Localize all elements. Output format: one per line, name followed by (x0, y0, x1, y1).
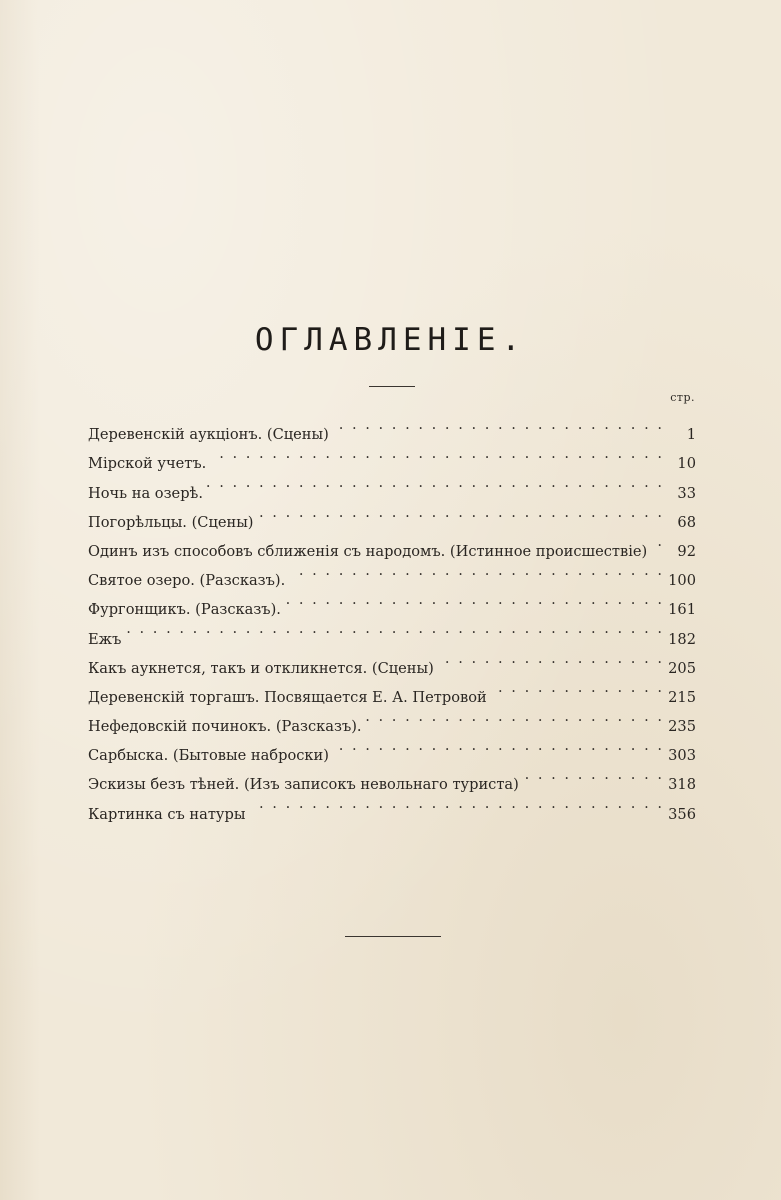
toc-entry-title: Нефедовскій починокъ. (Разсказъ). (88, 718, 362, 736)
dot-leader (289, 556, 664, 585)
toc-entry-page: 161 (668, 601, 696, 619)
toc-entry-title: Одинъ изъ способовъ сближенія съ народомъ. (Истинное происшествіе) (88, 542, 648, 560)
toc-entry-page: 215 (668, 688, 696, 706)
dot-leader (207, 468, 664, 497)
toc-entry-title: Фургонщикъ. (Разсказъ). (88, 601, 281, 619)
toc-entry-page: 33 (677, 484, 696, 502)
toc-entry-page: 303 (668, 747, 696, 765)
toc-entry-page: 182 (668, 630, 696, 648)
dot-leader (333, 410, 664, 439)
dot-leader (210, 439, 664, 468)
toc-entry-page: 356 (668, 805, 696, 823)
dot-leader (249, 789, 664, 818)
toc-entry-page: 10 (677, 455, 696, 473)
dot-leader (366, 702, 664, 731)
page-title: ОГЛАВЛЕНІЕ. (254, 322, 527, 358)
toc-entry-page: 318 (668, 776, 696, 794)
dot-leader (651, 527, 664, 556)
toc-entry-title: Какъ аукнется, такъ и откликнется. (Сцены) (88, 659, 434, 677)
dot-leader (523, 760, 664, 789)
title-divider (369, 386, 415, 387)
closing-divider (345, 936, 441, 937)
toc-entry-page: 205 (668, 659, 696, 677)
toc-entry-title: Мірской учетъ. (88, 455, 207, 473)
toc-entry (88, 644, 696, 677)
toc-entry-page: 1 (686, 426, 696, 444)
toc-entry-title: Деревенскій торгашъ. Посвящается Е. А. Петровой (88, 688, 487, 706)
dot-leader (258, 498, 665, 527)
table-of-contents (88, 410, 696, 823)
dot-leader (333, 731, 664, 760)
toc-entry (88, 614, 696, 648)
toc-entry-title: Святое озеро. (Разсказъ). (88, 572, 286, 590)
dot-leader (125, 614, 664, 643)
toc-entry (88, 410, 696, 444)
toc-entry-page: 100 (668, 572, 696, 590)
page-column-header: стр. (670, 391, 695, 404)
toc-entry-title: Эскизы безъ тѣней. (Изъ записокъ невольнаго туриста) (88, 776, 519, 794)
dot-leader (285, 585, 664, 614)
toc-entry-title: Ночь на озерѣ. (88, 484, 203, 502)
toc-entry-title: Деревенскій аукціонъ. (Сцены) (88, 426, 329, 444)
toc-entry-page: 235 (668, 718, 696, 736)
toc-entry-page: 92 (677, 542, 696, 560)
toc-entry-title: Сарбыска. (Бытовые наброски) (88, 747, 329, 765)
toc-entry-title: Картинка съ натуры (88, 805, 246, 823)
toc-entry-title: Погорѣльцы. (Сцены) (88, 513, 254, 531)
toc-entry-page: 68 (677, 513, 696, 531)
dot-leader (438, 644, 664, 673)
dot-leader (491, 673, 664, 702)
toc-entry-title: Ежъ (88, 630, 122, 648)
